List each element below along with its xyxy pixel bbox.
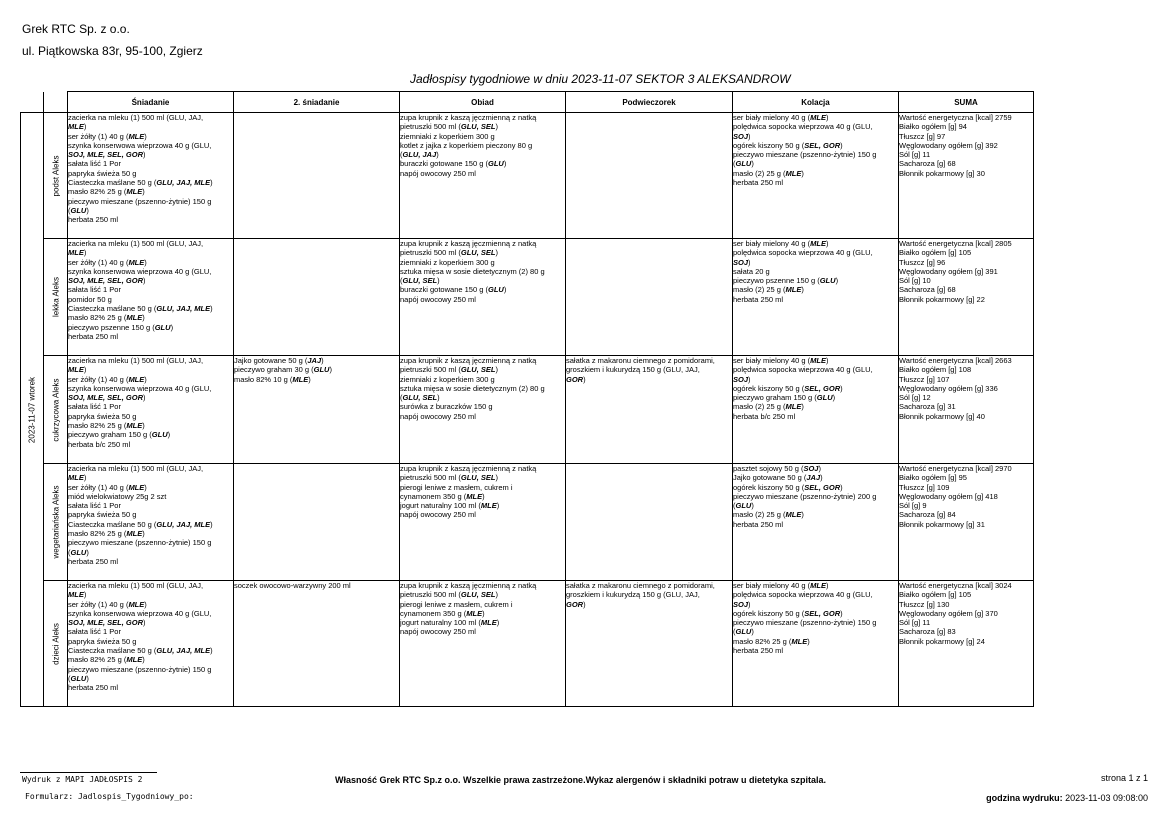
col-header-obiad: Obiad bbox=[400, 92, 566, 113]
podwieczorek-cell bbox=[566, 239, 733, 356]
menu-item-line: pieczywo mieszane (pszenno-żytnie) 150 g bbox=[733, 150, 877, 160]
menu-item-line: Ciasteczka maślane 50 g (GLU, JAJ, MLE) bbox=[68, 178, 213, 188]
menu-item-line: sztuka mięsa w sosie dietetycznym (2) 80 g bbox=[400, 266, 545, 276]
menu-item-line: masło 82% 25 g (MLE) bbox=[68, 421, 145, 431]
nutrition-line: Węglowodany ogółem [g] 418 bbox=[899, 491, 998, 501]
day-label: 2023-11-07 wtorek bbox=[27, 376, 37, 443]
menu-item-line: ser biały mielony 40 g (MLE) bbox=[733, 581, 829, 590]
menu-item-line: (GLU) bbox=[68, 673, 89, 683]
nutrition-line: Sól [g] 12 bbox=[899, 393, 931, 403]
col-header-kolacja: Kolacja bbox=[733, 92, 899, 113]
menu-item-line: herbata 250 ml bbox=[68, 683, 119, 693]
nutrition-line: Tłuszcz [g] 96 bbox=[899, 257, 946, 267]
menu-item-line: zacierka na mleku (1) 500 ml (GLU, JAJ, bbox=[68, 581, 204, 590]
footer-printout: Wydruk z MAPI JADŁOSPIS 2 bbox=[22, 775, 143, 784]
menu-item-line: ser biały mielony 40 g (MLE) bbox=[733, 356, 829, 365]
menu-item-line: (GLU, JAJ) bbox=[400, 150, 439, 160]
menu-item-line: pieczywo mieszane (pszenno-żytnie) 150 g bbox=[68, 196, 212, 206]
col-header-sniadanie2: 2. śniadanie bbox=[234, 92, 400, 113]
menu-item-line: kotlet z jajka z koperkiem pieczony 80 g bbox=[400, 140, 533, 150]
print-time-label: godzina wydruku: bbox=[986, 793, 1063, 803]
nutrition-line: Sacharoza [g] 68 bbox=[899, 285, 956, 295]
menu-item-line: herbata b/c 250 ml bbox=[733, 411, 796, 421]
menu-item-line: masło 82% 25 g (MLE) bbox=[68, 313, 145, 323]
menu-item-line: SOJ, MLE, SEL, GOR) bbox=[68, 276, 146, 286]
menu-item-line: polędwica sopocka wieprzowa 40 g (GLU, bbox=[733, 590, 873, 600]
menu-item-line: polędwica sopocka wieprzowa 40 g (GLU, bbox=[733, 122, 873, 132]
podwieczorek-cell bbox=[566, 356, 733, 464]
footer-rule bbox=[20, 772, 157, 773]
nutrition-line: Węglowodany ogółem [g] 392 bbox=[899, 140, 998, 150]
menu-item-line: buraczki gotowane 150 g (GLU) bbox=[400, 285, 507, 295]
nutrition-line: Tłuszcz [g] 97 bbox=[899, 131, 946, 141]
nutrition-line: Białko ogółem [g] 105 bbox=[899, 590, 972, 600]
menu-item-line: zupa krupnik z kaszą jęczmienną z natką bbox=[400, 113, 537, 122]
menu-item-line: masło 82% 25 g (MLE) bbox=[68, 655, 145, 665]
menu-table bbox=[20, 91, 1034, 707]
menu-item-line: sałata liść 1 Por bbox=[68, 159, 121, 169]
menu-item-line: polędwica sopocka wieprzowa 40 g (GLU, bbox=[733, 248, 873, 258]
menu-item-line: pomidor 50 g bbox=[68, 294, 112, 304]
diet-label: podst Aleks bbox=[51, 155, 60, 196]
diet-label: cukrzycowa Aleks bbox=[51, 377, 60, 442]
menu-item-line: pierogi leniwe z masłem, cukrem i bbox=[400, 482, 513, 492]
menu-item-line: ogórek kiszony 50 g (SEL, GOR) bbox=[733, 383, 843, 393]
diet-row bbox=[21, 356, 1034, 464]
menu-item-line: ser żółty (1) 40 g (MLE) bbox=[68, 257, 147, 267]
menu-item-line: buraczki gotowane 150 g (GLU) bbox=[400, 159, 507, 169]
col-header-suma: SUMA bbox=[899, 92, 1034, 113]
menu-item-line: Jajko gotowane 50 g (JAJ) bbox=[733, 473, 823, 483]
nutrition-line: Białko ogółem [g] 95 bbox=[899, 473, 967, 483]
nutrition-line: Białko ogółem [g] 108 bbox=[899, 365, 972, 375]
menu-item-line: pietruszki 500 ml (GLU, SEL) bbox=[400, 248, 498, 258]
menu-item-line: szynka konserwowa wieprzowa 40 g (GLU, bbox=[68, 140, 212, 150]
menu-item-line: (GLU) bbox=[68, 205, 89, 215]
menu-item-line: zacierka na mleku (1) 500 ml (GLU, JAJ, bbox=[68, 356, 204, 365]
menu-item-line: sałata liść 1 Por bbox=[68, 285, 121, 295]
nutrition-line: Sól [g] 11 bbox=[899, 150, 931, 160]
menu-item-line: zacierka na mleku (1) 500 ml (GLU, JAJ, bbox=[68, 239, 204, 248]
menu-item-line: sztuka mięsa w sosie dietetycznym (2) 80 g bbox=[400, 383, 545, 393]
sniadanie2-cell bbox=[234, 581, 400, 707]
menu-item-line: masło 82% 10 g (MLE) bbox=[234, 374, 311, 384]
menu-item-line: cynamonem 350 g (MLE) bbox=[400, 491, 485, 501]
kolacja-cell bbox=[733, 113, 899, 239]
suma-cell bbox=[899, 239, 1034, 356]
diet-label: wegetariańska Aleks bbox=[51, 485, 60, 559]
menu-item-line: ser biały mielony 40 g (MLE) bbox=[733, 113, 829, 122]
menu-item-line: SOJ) bbox=[733, 599, 751, 609]
menu-item-line: zupa krupnik z kaszą jęczmienną z natką bbox=[400, 239, 537, 248]
menu-item-line: herbata 250 ml bbox=[68, 556, 119, 566]
footer-form: Formularz: Jadlospis_Tygodniowy_po: bbox=[25, 792, 194, 801]
nutrition-line: Białko ogółem [g] 105 bbox=[899, 248, 972, 258]
menu-item-line: ziemniaki z koperkiem 300 g bbox=[400, 374, 495, 384]
menu-item-line: Ciasteczka maślane 50 g (GLU, JAJ, MLE) bbox=[68, 646, 213, 656]
nutrition-line: Wartość energetyczna [kcal] 2970 bbox=[899, 464, 1012, 473]
menu-item-line: pieczywo mieszane (pszenno-żytnie) 150 g bbox=[733, 618, 877, 628]
menu-item-line: szynka konserwowa wieprzowa 40 g (GLU, bbox=[68, 266, 212, 276]
menu-item-line: zupa krupnik z kaszą jęczmienną z natką bbox=[400, 581, 537, 590]
menu-item-line: jogurt naturalny 100 ml (MLE) bbox=[400, 501, 500, 511]
menu-item-line: napój owocowy 250 ml bbox=[400, 627, 476, 637]
col-header-sniadanie: Śniadanie bbox=[68, 92, 234, 113]
menu-item-line: pieczywo graham 150 g (GLU) bbox=[733, 393, 836, 403]
menu-item-line: napój owocowy 250 ml bbox=[400, 411, 476, 421]
menu-item-line: pietruszki 500 ml (GLU, SEL) bbox=[400, 473, 498, 483]
sniadanie2-cell bbox=[234, 464, 400, 581]
diet-label: lekka Aleks bbox=[51, 276, 60, 318]
menu-item-line: herbata 250 ml bbox=[68, 331, 119, 341]
nutrition-line: Sacharoza [g] 84 bbox=[899, 510, 956, 520]
menu-item-line: SOJ) bbox=[733, 257, 751, 267]
menu-item-line: herbata 250 ml bbox=[733, 519, 784, 529]
nutrition-line: Sacharoza [g] 68 bbox=[899, 159, 956, 169]
nutrition-line: Sól [g] 10 bbox=[899, 276, 931, 286]
sniadanie-cell bbox=[68, 239, 234, 356]
menu-item-line: (GLU, SEL) bbox=[400, 393, 440, 403]
menu-item-line: zacierka na mleku (1) 500 ml (GLU, JAJ, bbox=[68, 464, 204, 473]
menu-item-line: papryka świeża 50 g bbox=[68, 510, 137, 520]
menu-item-line: pieczywo pszenne 150 g (GLU) bbox=[733, 276, 839, 286]
menu-item-line: masło (2) 25 g (MLE) bbox=[733, 510, 804, 520]
obiad-cell bbox=[400, 113, 566, 239]
menu-item-line: pieczywo mieszane (pszenno-żytnie) 200 g bbox=[733, 491, 877, 501]
menu-item-line: cynamonem 350 g (MLE) bbox=[400, 608, 485, 618]
nutrition-line: Sacharoza [g] 31 bbox=[899, 402, 956, 412]
nutrition-line: Wartość energetyczna [kcal] 2805 bbox=[899, 239, 1012, 248]
menu-item-line: ogórek kiszony 50 g (SEL, GOR) bbox=[733, 140, 843, 150]
nutrition-line: Tłuszcz [g] 107 bbox=[899, 374, 950, 384]
corner-cell bbox=[21, 92, 44, 113]
menu-item-line: papryka świeża 50 g bbox=[68, 168, 137, 178]
col-header-podwieczorek: Podwieczorek bbox=[566, 92, 733, 113]
menu-item-line: GOR) bbox=[566, 599, 586, 609]
menu-item-line: herbata 250 ml bbox=[733, 178, 784, 188]
menu-item-line: zupa krupnik z kaszą jęczmienną z natką bbox=[400, 356, 537, 365]
menu-item-line: napój owocowy 250 ml bbox=[400, 294, 476, 304]
menu-item-line: zacierka na mleku (1) 500 ml (GLU, JAJ, bbox=[68, 113, 204, 122]
menu-item-line: (GLU) bbox=[733, 159, 754, 169]
menu-item-line: miód wielokwiatowy 25g 2 szt bbox=[68, 491, 167, 501]
menu-item-line: SOJ, MLE, SEL, GOR) bbox=[68, 393, 146, 403]
diet-cell bbox=[44, 113, 68, 239]
footer-ownership: Własność Grek RTC Sp.z o.o. Wszelkie prawa zastrzeżone.Wykaz alergenów i składniki potraw u dietetyka szpitala. bbox=[335, 775, 826, 785]
menu-item-line: ser żółty (1) 40 g (MLE) bbox=[68, 599, 147, 609]
menu-item-line: papryka świeża 50 g bbox=[68, 411, 137, 421]
suma-cell bbox=[899, 113, 1034, 239]
nutrition-line: Węglowodany ogółem [g] 370 bbox=[899, 608, 998, 618]
menu-item-line: soczek owocowo-warzywny 200 ml bbox=[234, 581, 351, 590]
menu-item-line: sałata 20 g bbox=[733, 266, 770, 276]
company-name: Grek RTC Sp. z o.o. bbox=[22, 22, 130, 36]
nutrition-line: Tłuszcz [g] 130 bbox=[899, 599, 950, 609]
corner-cell bbox=[44, 92, 68, 113]
podwieczorek-cell bbox=[566, 464, 733, 581]
nutrition-line: Wartość energetyczna [kcal] 3024 bbox=[899, 581, 1012, 590]
menu-item-line: szynka konserwowa wieprzowa 40 g (GLU, bbox=[68, 383, 212, 393]
sniadanie-cell bbox=[68, 113, 234, 239]
nutrition-line: Tłuszcz [g] 109 bbox=[899, 482, 950, 492]
menu-item-line: sałata liść 1 Por bbox=[68, 501, 121, 511]
sniadanie2-cell bbox=[234, 356, 400, 464]
menu-item-line: polędwica sopocka wieprzowa 40 g (GLU, bbox=[733, 365, 873, 375]
menu-item-line: pieczywo mieszane (pszenno-żytnie) 150 g bbox=[68, 538, 212, 548]
podwieczorek-cell bbox=[566, 581, 733, 707]
menu-item-line: (GLU, SEL) bbox=[400, 276, 440, 286]
menu-item-line: Jajko gotowane 50 g (JAJ) bbox=[234, 356, 324, 365]
menu-item-line: herbata 250 ml bbox=[733, 646, 784, 656]
menu-item-line: zupa krupnik z kaszą jęczmienną z natką bbox=[400, 464, 537, 473]
menu-item-line: pierogi leniwe z masłem, cukrem i bbox=[400, 599, 513, 609]
diet-cell bbox=[44, 356, 68, 464]
menu-item-line: ziemniaki z koperkiem 300 g bbox=[400, 131, 495, 141]
sniadanie-cell bbox=[68, 464, 234, 581]
nutrition-line: Wartość energetyczna [kcal] 2759 bbox=[899, 113, 1012, 122]
menu-item-line: Ciasteczka maślane 50 g (GLU, JAJ, MLE) bbox=[68, 304, 213, 314]
menu-item-line: SOJ) bbox=[733, 131, 751, 141]
nutrition-line: Błonnik pokarmowy [g] 40 bbox=[899, 411, 985, 421]
menu-item-line: MLE) bbox=[68, 365, 87, 375]
sniadanie2-cell bbox=[234, 239, 400, 356]
day-cell bbox=[21, 113, 44, 707]
menu-item-line: sałatka z makaronu ciemnego z pomidorami, bbox=[566, 581, 715, 590]
obiad-cell bbox=[400, 464, 566, 581]
menu-item-line: pieczywo graham 30 g (GLU) bbox=[234, 365, 332, 375]
nutrition-line: Błonnik pokarmowy [g] 24 bbox=[899, 636, 985, 646]
menu-item-line: pietruszki 500 ml (GLU, SEL) bbox=[400, 590, 498, 600]
menu-item-line: jogurt naturalny 100 ml (MLE) bbox=[400, 618, 500, 628]
menu-item-line: groszkiem i kukurydzą 150 g (GLU, JAJ, bbox=[566, 590, 700, 600]
diet-row bbox=[21, 581, 1034, 707]
menu-item-line: masło 82% 25 g (MLE) bbox=[68, 187, 145, 197]
nutrition-line: Białko ogółem [g] 94 bbox=[899, 122, 967, 132]
menu-item-line: masło 82% 25 g (MLE) bbox=[733, 636, 810, 646]
diet-row bbox=[21, 464, 1034, 581]
menu-item-line: sałata liść 1 Por bbox=[68, 627, 121, 637]
menu-item-line: MLE) bbox=[68, 590, 87, 600]
page-number: strona 1 z 1 bbox=[1100, 773, 1148, 783]
diet-row bbox=[21, 113, 1034, 239]
header-row bbox=[21, 92, 1034, 113]
suma-cell bbox=[899, 581, 1034, 707]
kolacja-cell bbox=[733, 356, 899, 464]
menu-item-line: masło 82% 25 g (MLE) bbox=[68, 529, 145, 539]
menu-item-line: napój owocowy 250 ml bbox=[400, 168, 476, 178]
print-time-row bbox=[986, 793, 1148, 803]
menu-item-line: groszkiem i kukurydzą 150 g (GLU, JAJ, bbox=[566, 365, 700, 375]
nutrition-line: Błonnik pokarmowy [g] 30 bbox=[899, 168, 985, 178]
menu-item-line: MLE) bbox=[68, 473, 87, 483]
nutrition-line: Sacharoza [g] 83 bbox=[899, 627, 956, 637]
menu-item-line: ogórek kiszony 50 g (SEL, GOR) bbox=[733, 608, 843, 618]
obiad-cell bbox=[400, 356, 566, 464]
menu-item-line: pietruszki 500 ml (GLU, SEL) bbox=[400, 122, 498, 132]
menu-item-line: ser żółty (1) 40 g (MLE) bbox=[68, 374, 147, 384]
menu-item-line: pieczywo graham 150 g (GLU) bbox=[68, 430, 171, 440]
menu-item-line: ogórek kiszony 50 g (SEL, GOR) bbox=[733, 482, 843, 492]
obiad-cell bbox=[400, 581, 566, 707]
menu-item-line: papryka świeża 50 g bbox=[68, 636, 137, 646]
menu-item-line: pieczywo pszenne 150 g (GLU) bbox=[68, 322, 174, 332]
menu-item-line: GOR) bbox=[566, 374, 586, 384]
menu-item-line: sałatka z makaronu ciemnego z pomidorami, bbox=[566, 356, 715, 365]
menu-item-line: ziemniaki z koperkiem 300 g bbox=[400, 257, 495, 267]
menu-item-line: ser biały mielony 40 g (MLE) bbox=[733, 239, 829, 248]
podwieczorek-cell bbox=[566, 113, 733, 239]
menu-item-line: surówka z buraczków 150 g bbox=[400, 402, 493, 412]
menu-item-line: SOJ, MLE, SEL, GOR) bbox=[68, 618, 146, 628]
diet-cell bbox=[44, 239, 68, 356]
menu-item-line: napój owocowy 250 ml bbox=[400, 510, 476, 520]
menu-item-line: pasztet sojowy 50 g (SOJ) bbox=[733, 464, 821, 473]
suma-cell bbox=[899, 464, 1034, 581]
menu-item-line: ser żółty (1) 40 g (MLE) bbox=[68, 482, 147, 492]
obiad-cell bbox=[400, 239, 566, 356]
menu-item-line: masło (2) 25 g (MLE) bbox=[733, 402, 804, 412]
menu-item-line: sałata liść 1 Por bbox=[68, 402, 121, 412]
sniadanie-cell bbox=[68, 581, 234, 707]
menu-item-line: herbata 250 ml bbox=[68, 215, 119, 225]
menu-item-line: SOJ, MLE, SEL, GOR) bbox=[68, 150, 146, 160]
menu-item-line: (GLU) bbox=[733, 501, 754, 511]
nutrition-line: Wartość energetyczna [kcal] 2663 bbox=[899, 356, 1012, 365]
menu-item-line: szynka konserwowa wieprzowa 40 g (GLU, bbox=[68, 608, 212, 618]
nutrition-line: Błonnik pokarmowy [g] 31 bbox=[899, 519, 985, 529]
menu-item-line: pieczywo mieszane (pszenno-żytnie) 150 g bbox=[68, 664, 212, 674]
kolacja-cell bbox=[733, 239, 899, 356]
menu-item-line: pietruszki 500 ml (GLU, SEL) bbox=[400, 365, 498, 375]
menu-item-line: herbata b/c 250 ml bbox=[68, 439, 131, 449]
menu-item-line: ser żółty (1) 40 g (MLE) bbox=[68, 131, 147, 141]
company-address: ul. Piątkowska 83r, 95-100, Zgierz bbox=[22, 44, 203, 58]
menu-item-line: SOJ) bbox=[733, 374, 751, 384]
menu-item-line: masło (2) 25 g (MLE) bbox=[733, 285, 804, 295]
nutrition-line: Sól [g] 11 bbox=[899, 618, 931, 628]
menu-item-line: masło (2) 25 g (MLE) bbox=[733, 168, 804, 178]
diet-cell bbox=[44, 464, 68, 581]
nutrition-line: Węglowodany ogółem [g] 391 bbox=[899, 266, 998, 276]
suma-cell bbox=[899, 356, 1034, 464]
menu-item-line: (GLU) bbox=[733, 627, 754, 637]
sniadanie2-cell bbox=[234, 113, 400, 239]
diet-row bbox=[21, 239, 1034, 356]
nutrition-line: Błonnik pokarmowy [g] 22 bbox=[899, 294, 985, 304]
diet-label: dzieci Aleks bbox=[51, 622, 60, 665]
print-time-value: 2023-11-03 09:08:00 bbox=[1065, 793, 1148, 803]
diet-cell bbox=[44, 581, 68, 707]
sniadanie-cell bbox=[68, 356, 234, 464]
kolacja-cell bbox=[733, 464, 899, 581]
page-title: Jadłospisy tygodniowe w dniu 2023-11-07 SEKTOR 3 ALEKSANDROW bbox=[410, 72, 791, 86]
menu-item-line: MLE) bbox=[68, 248, 87, 258]
menu-item-line: herbata 250 ml bbox=[733, 294, 784, 304]
menu-body bbox=[21, 113, 1034, 707]
menu-item-line: MLE) bbox=[68, 122, 87, 132]
nutrition-line: Węglowodany ogółem [g] 336 bbox=[899, 383, 998, 393]
nutrition-line: Sól [g] 9 bbox=[899, 501, 927, 511]
kolacja-cell bbox=[733, 581, 899, 707]
menu-item-line: (GLU) bbox=[68, 547, 89, 557]
menu-item-line: Ciasteczka maślane 50 g (GLU, JAJ, MLE) bbox=[68, 519, 213, 529]
